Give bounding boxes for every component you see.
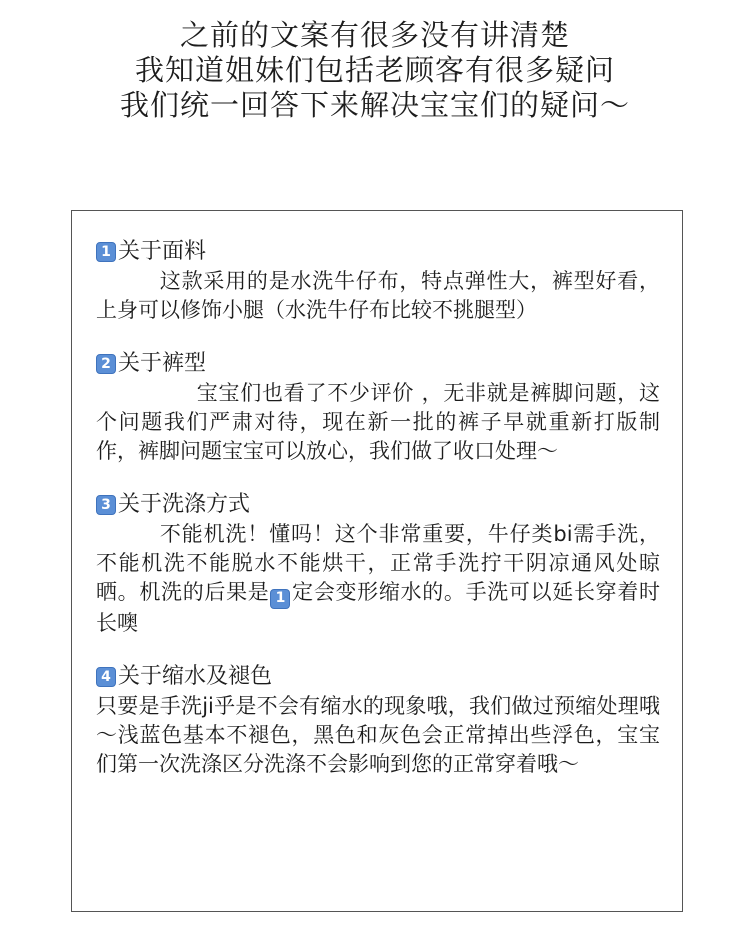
section-title: 关于面料 bbox=[118, 239, 207, 264]
section-title: 关于缩水及褪色 bbox=[118, 663, 273, 689]
faq-box bbox=[71, 210, 683, 912]
intro-line-3: 我们统一回答下来解决宝宝们的疑问～ bbox=[119, 88, 630, 122]
keycap-number-icon: 4 bbox=[96, 667, 116, 687]
section-body bbox=[96, 267, 660, 325]
section-heading bbox=[96, 237, 660, 267]
intro-heading bbox=[0, 18, 750, 123]
section-text: 定会变形缩水的。手洗可以延长穿着时长噢 bbox=[96, 580, 661, 635]
intro-line-1: 之前的文案有很多没有讲清楚 bbox=[179, 18, 570, 52]
section-title: 关于裤型 bbox=[118, 351, 207, 376]
section-body bbox=[96, 692, 660, 779]
section-text: 不能机洗！懂吗！这个非常重要，牛仔类bi需手洗，不能机洗不能脱水不能烘干，正常手洗拧干阴凉通风处晾晒。机洗的后果是 bbox=[96, 522, 660, 604]
faq-section-fabric bbox=[96, 237, 660, 325]
section-text: 这款采用的是水洗牛仔布，特点弹性大，裤型好看，上身可以修饰小腿（水洗牛仔布比较不挑腿型） bbox=[96, 269, 660, 322]
section-text: 只要是手洗ji乎是不会有缩水的现象哦，我们做过预缩处理哦～浅蓝色基本不褪色，黑色和灰色会正常掉出些浮色，宝宝们第一次洗涤区分洗涤不会影响到您的正常穿着哦～ bbox=[96, 693, 660, 776]
section-title: 关于洗涤方式 bbox=[118, 492, 251, 517]
section-heading bbox=[96, 490, 660, 520]
section-body bbox=[96, 379, 660, 466]
intro-line-2: 我知道姐妹们包括老顾客有很多疑问 bbox=[134, 53, 615, 87]
section-body bbox=[96, 520, 660, 638]
faq-section-washing bbox=[96, 490, 660, 638]
keycap-number-icon: 1 bbox=[270, 589, 290, 609]
keycap-number-icon: 1 bbox=[96, 242, 116, 262]
keycap-number-icon: 2 bbox=[96, 354, 116, 374]
faq-section-fit bbox=[96, 349, 660, 466]
faq-section-shrink-fade bbox=[96, 662, 660, 779]
section-text: 宝宝们也看了不少评价 ，无非就是裤脚问题，这个问题我们严肃对待，现在新一批的裤子早就重新打版制作，裤脚问题宝宝可以放心，我们做了收口处理～ bbox=[96, 381, 660, 463]
keycap-number-icon: 3 bbox=[96, 495, 116, 515]
section-heading bbox=[96, 662, 660, 692]
section-heading bbox=[96, 349, 660, 379]
